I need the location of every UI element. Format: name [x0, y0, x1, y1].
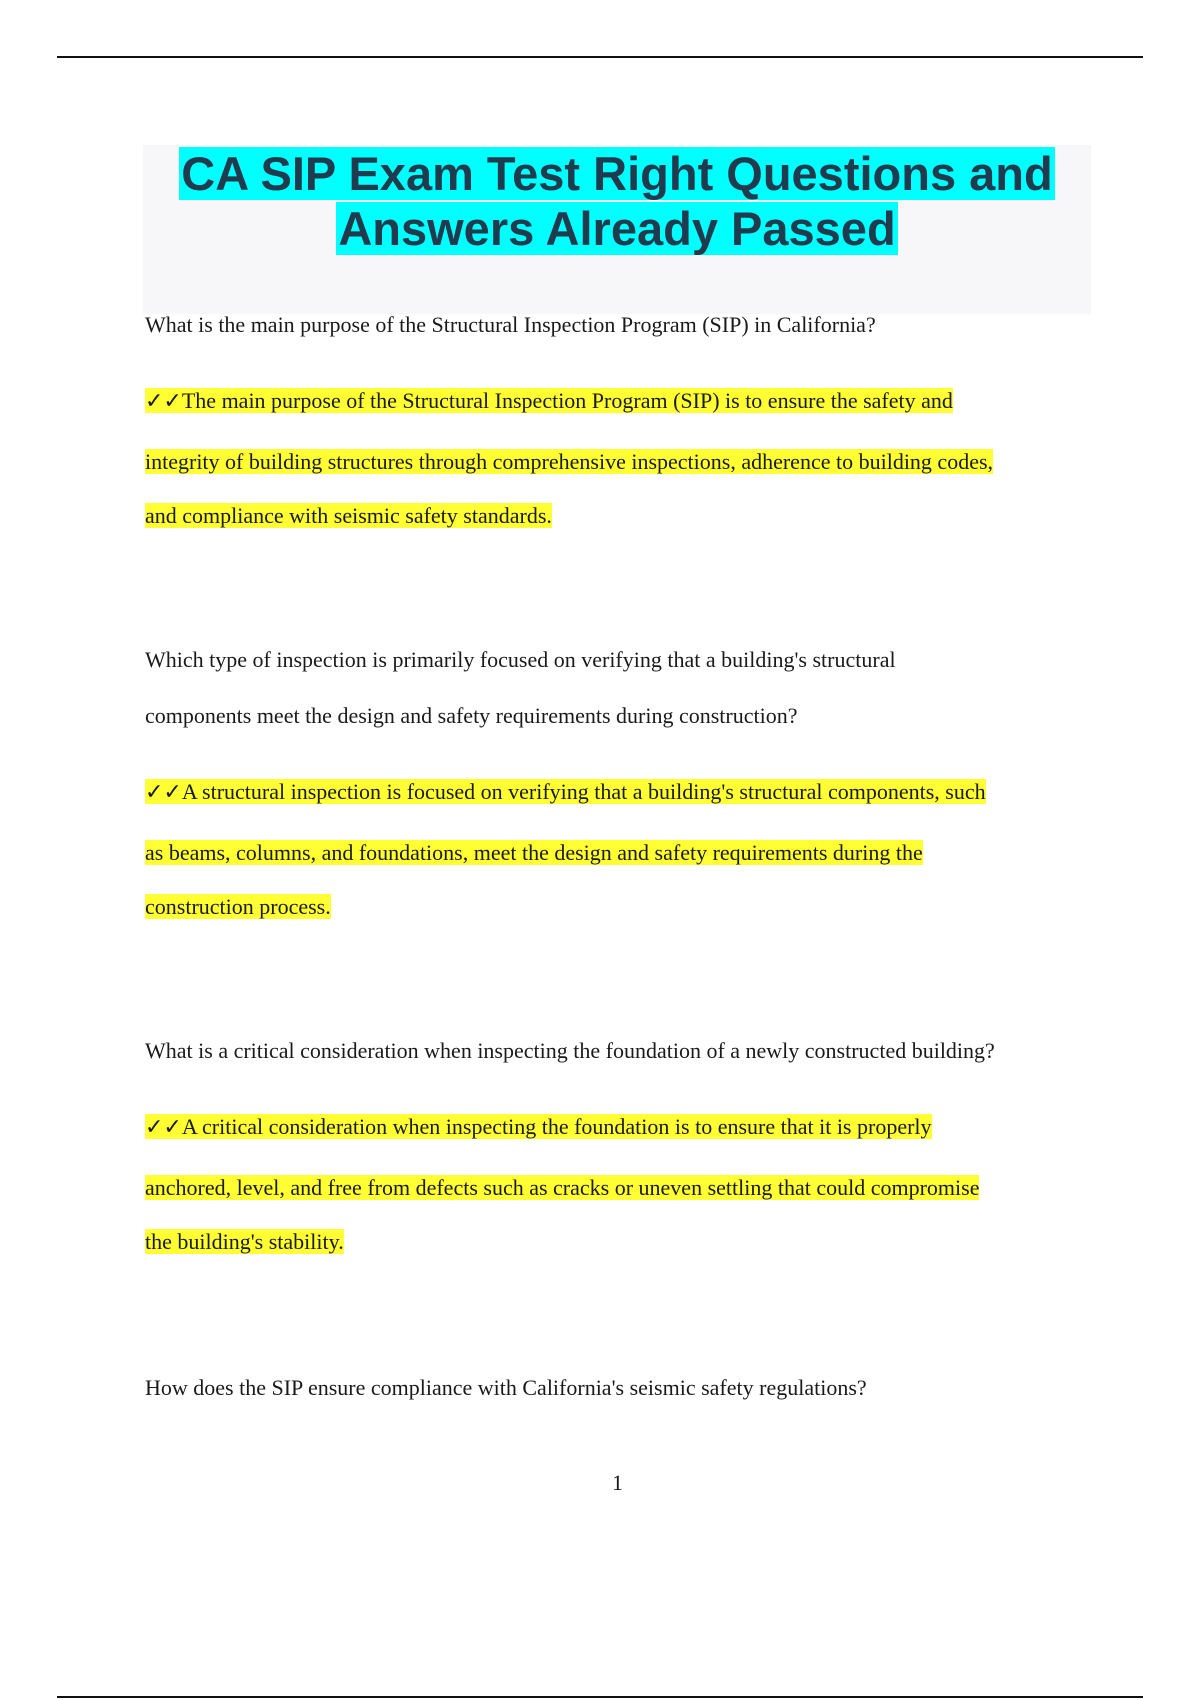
answer-text: integrity of building structures through comprehensive inspections, adherence to building codes,	[145, 449, 994, 474]
title-line-2: Answers Already Passed	[338, 202, 896, 255]
question-text: How does the SIP ensure compliance with California's seismic safety regulations?	[145, 1375, 867, 1400]
answer-text: construction process.	[145, 894, 331, 919]
footer-rule	[57, 1696, 1143, 1698]
answer-text: as beams, columns, and foundations, meet the design and safety requirements during the	[145, 840, 923, 865]
question-text: components meet the design and safety requirements during construction?	[145, 703, 798, 728]
answer-text: anchored, level, and free from defects such as cracks or uneven settling that could compromise	[145, 1175, 980, 1200]
page-number: 1	[612, 1470, 623, 1495]
answer-text: ✓✓The main purpose of the Structural Inspection Program (SIP) is to ensure the safety and	[145, 388, 953, 413]
document-title	[143, 145, 1091, 314]
answer-text: ✓✓A critical consideration when inspecting the foundation is to ensure that it is properly	[145, 1114, 932, 1139]
title-line-1: CA SIP Exam Test Right Questions and	[181, 147, 1053, 200]
answer-text: and compliance with seismic safety standards.	[145, 503, 552, 528]
question-text: What is the main purpose of the Structural Inspection Program (SIP) in California?	[145, 312, 876, 337]
header-rule	[57, 56, 1143, 58]
answer-text: the building's stability.	[145, 1229, 344, 1254]
question-text: Which type of inspection is primarily focused on verifying that a building's structural	[145, 647, 896, 672]
question-text: What is a critical consideration when inspecting the foundation of a newly constructed building?	[145, 1038, 995, 1063]
answer-text: ✓✓A structural inspection is focused on verifying that a building's structural components, such	[145, 779, 986, 804]
